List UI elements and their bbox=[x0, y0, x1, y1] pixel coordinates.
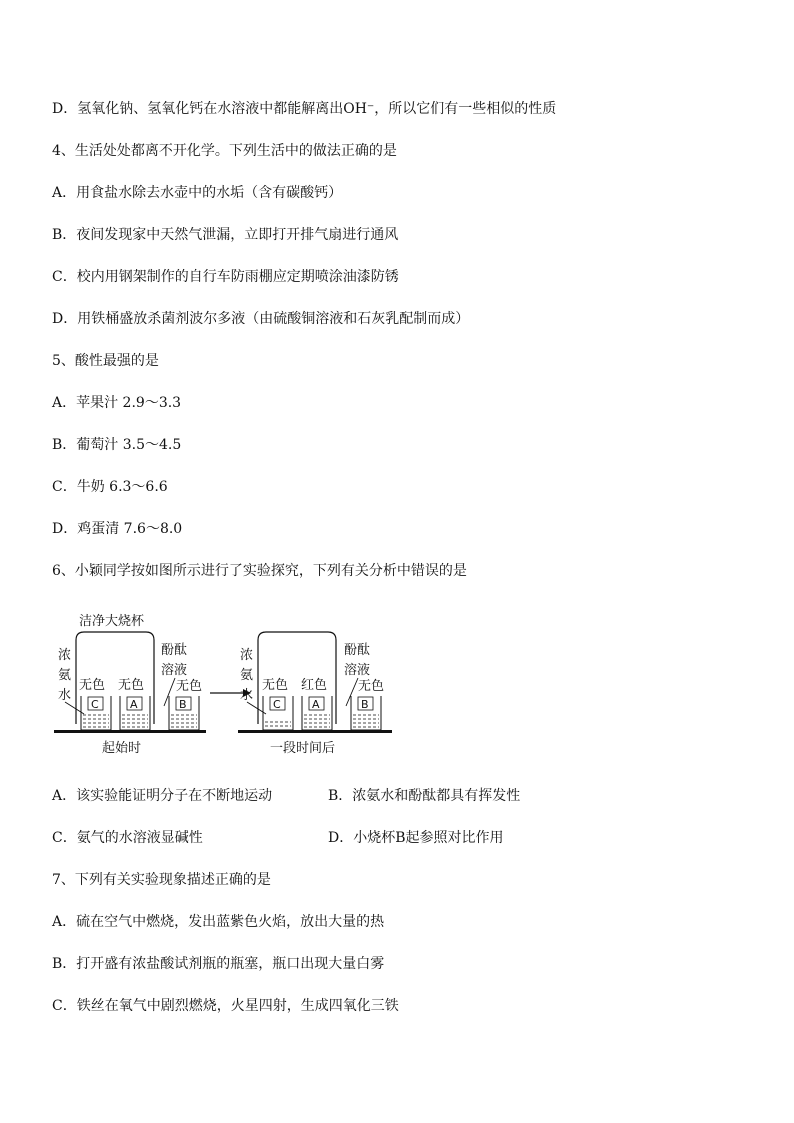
phenol-pointer-after bbox=[346, 678, 358, 706]
q5-option-a: A．苹果汁 2.9～3.3 bbox=[52, 395, 182, 411]
ammonia-label-after-3: 水 bbox=[240, 688, 254, 703]
ammonia-label-2: 氨 bbox=[58, 668, 72, 683]
q3-option-d: D．氢氧化钠、氢氧化钙在水溶液中都能解离出OH⁻，所以它们有一些相似的性质 bbox=[52, 101, 557, 117]
liquid-a-after bbox=[304, 715, 330, 727]
liquid-c-after bbox=[265, 722, 291, 726]
experiment-figure bbox=[52, 604, 397, 764]
q7-option-b: B．打开盛有浓盐酸试剂瓶的瓶塞，瓶口出现大量白雾 bbox=[52, 956, 385, 972]
q4-option-c: C．校内用钢架制作的自行车防雨棚应定期喷涂油漆防锈 bbox=[52, 269, 399, 285]
setup-after bbox=[238, 632, 392, 756]
color-b-after: 无色 bbox=[358, 679, 385, 694]
phenol-label-2: 溶液 bbox=[161, 663, 188, 678]
phenol-label-after-2: 溶液 bbox=[344, 663, 371, 678]
q7-stem: 7、下列有关实验现象描述正确的是 bbox=[52, 872, 271, 888]
color-b-start: 无色 bbox=[176, 679, 203, 694]
q6-stem: 6、小颖同学按如图所示进行了实验探究，下列有关分析中错误的是 bbox=[52, 563, 467, 579]
q5-option-c: C．牛奶 6.3～6.6 bbox=[52, 479, 168, 495]
color-a-after: 红色 bbox=[301, 678, 328, 693]
setup-start bbox=[54, 613, 206, 756]
q5-option-b: B．葡萄汁 3.5～4.5 bbox=[52, 437, 182, 453]
phenol-label-after-1: 酚酞 bbox=[344, 643, 371, 658]
liquid-a-start bbox=[122, 715, 148, 727]
color-c-after: 无色 bbox=[262, 678, 289, 693]
beaker-c-label-after: C bbox=[273, 698, 281, 711]
q4-stem: 4、生活处处都离不开化学。下列生活中的做法正确的是 bbox=[52, 143, 397, 159]
beaker-b-label: B bbox=[179, 698, 187, 711]
q6-option-b: B．浓氨水和酚酞都具有挥发性 bbox=[328, 788, 521, 804]
q4-option-a: A．用食盐水除去水壶中的水垢（含有碳酸钙） bbox=[52, 185, 343, 201]
ammonia-label-1: 浓 bbox=[58, 648, 72, 663]
liquid-c-start bbox=[83, 715, 109, 727]
color-c-start: 无色 bbox=[79, 678, 106, 693]
q7-option-a: A．硫在空气中燃烧，发出蓝紫色火焰，放出大量的热 bbox=[52, 914, 385, 930]
ammonia-label-after-2: 氨 bbox=[240, 668, 254, 683]
beaker-a-label: A bbox=[130, 698, 138, 711]
big-beaker-label: 洁净大烧杯 bbox=[79, 614, 145, 629]
q6-option-c: C．氨气的水溶液显碱性 bbox=[52, 830, 203, 846]
bench-start bbox=[54, 730, 206, 733]
ammonia-label-after-1: 浓 bbox=[240, 648, 254, 663]
beaker-a-label-after: A bbox=[312, 698, 320, 711]
color-a-start: 无色 bbox=[118, 678, 145, 693]
q6-option-d: D．小烧杯B起参照对比作用 bbox=[328, 830, 504, 846]
q4-option-d: D．用铁桶盛放杀菌剂波尔多液（由硫酸铜溶液和石灰乳配制而成） bbox=[52, 311, 470, 327]
phenol-label-1: 酚酞 bbox=[161, 643, 188, 658]
liquid-b-start bbox=[171, 715, 197, 727]
q5-option-d: D．鸡蛋清 7.6～8.0 bbox=[52, 521, 183, 537]
beaker-b-label-after: B bbox=[361, 698, 369, 711]
ammonia-label-3: 水 bbox=[58, 688, 72, 703]
q4-option-b: B．夜间发现家中天然气泄漏，立即打开排气扇进行通风 bbox=[52, 227, 399, 243]
beaker-c-label: C bbox=[91, 698, 99, 711]
q7-option-c: C．铁丝在氧气中剧烈燃烧，火星四射，生成四氧化三铁 bbox=[52, 998, 399, 1014]
q6-option-a: A．该实验能证明分子在不断地运动 bbox=[52, 788, 273, 804]
bench-after bbox=[238, 730, 392, 733]
liquid-b-after bbox=[353, 715, 379, 727]
caption-after: 一段时间后 bbox=[270, 741, 336, 756]
caption-start: 起始时 bbox=[102, 741, 142, 756]
q5-stem: 5、酸性最强的是 bbox=[52, 353, 159, 369]
